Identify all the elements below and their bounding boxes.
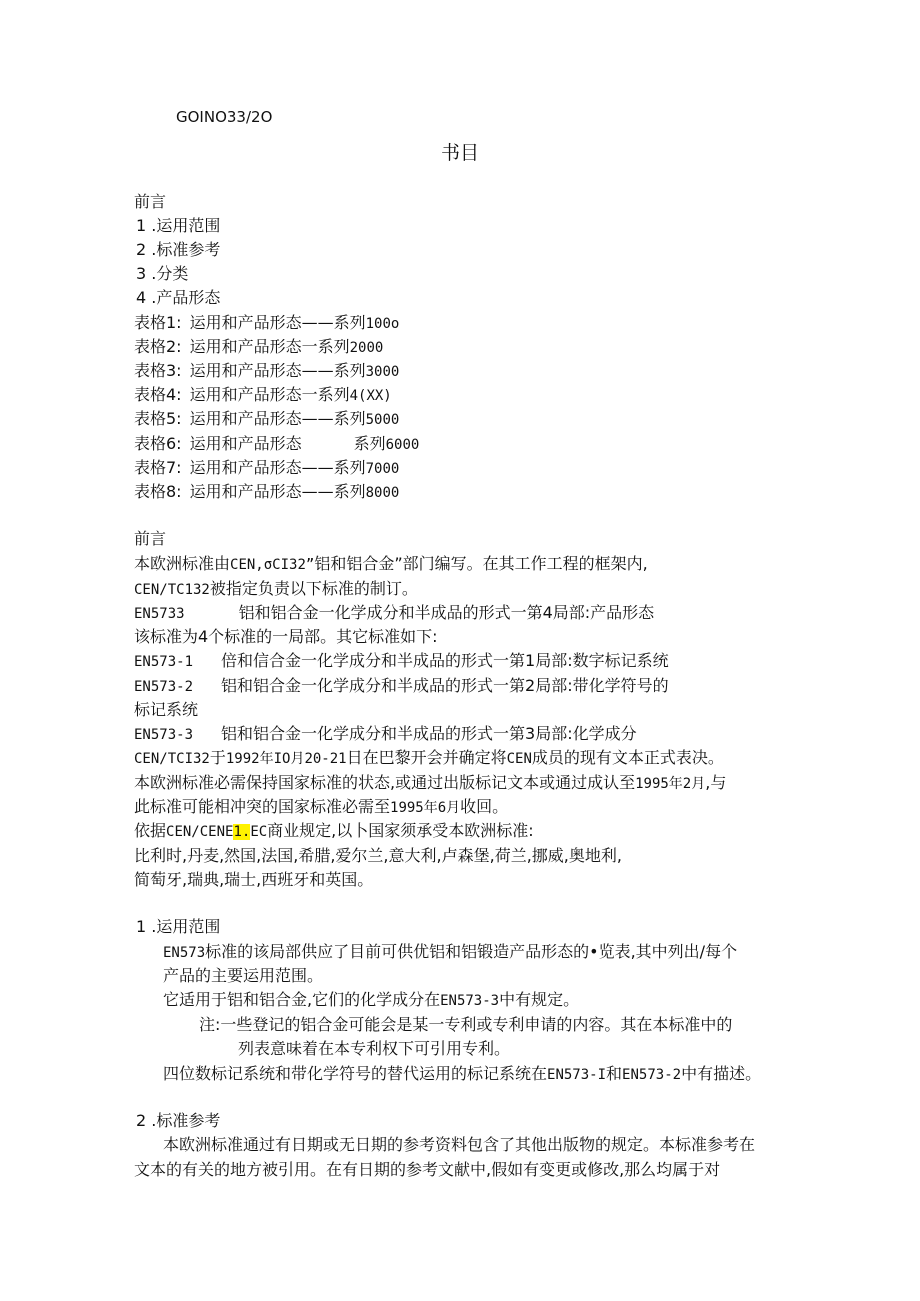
toc-table-entry	[134, 433, 419, 456]
code-run: EN573-3	[440, 993, 500, 1009]
table-series: 4(XX)	[349, 388, 392, 404]
table-name: 运用和产品形态一系列	[189, 337, 350, 356]
foreword-paragraph	[134, 747, 724, 770]
table-label: 表格3:	[134, 361, 182, 380]
standard-title: 铝和铝合金一化学成分和半成品的形式一第2局部:带化学符号的	[221, 676, 669, 695]
table-series: 8000	[365, 485, 400, 501]
text-run: 四位数标记系统和带化学符号的替代运用的标记系统在	[163, 1064, 548, 1083]
code-run: CEN,σCI32”	[230, 557, 315, 573]
standard-code: EN573-3	[134, 727, 194, 743]
foreword-paragraph	[134, 772, 726, 795]
countries-line: 简萄牙,瑞典,瑞士,西班牙和英国。	[134, 870, 374, 889]
text-run: 和	[606, 1064, 623, 1083]
standard-line-continued: 标记系统	[134, 700, 199, 719]
code-run: CEN/CENE	[166, 824, 234, 840]
table-series: 5000	[365, 412, 400, 428]
table-label: 表格8:	[134, 482, 182, 501]
code-run: CEN/TC132	[134, 582, 210, 598]
standard-line	[134, 650, 669, 673]
code-run: EN573-2	[622, 1067, 682, 1083]
table-label: 表格4:	[134, 385, 182, 404]
code-run: EC	[250, 824, 268, 840]
table-name: 运用和产品形态——系列	[189, 313, 366, 332]
toc-table-entry	[134, 481, 399, 504]
text-run: 中有描述。	[681, 1064, 762, 1083]
section-paragraph: 文本的有关的地方被引用。在有日期的参考文献中,假如有变更或修改,那么均属于对	[134, 1160, 721, 1179]
toc-table-entry	[134, 336, 383, 359]
code-run: CEN/TCI32	[134, 751, 210, 767]
text-run: 成员的现有文本正式表决。	[531, 748, 724, 767]
text-run: 被指定负责以下标准的制订。	[209, 579, 418, 598]
foreword-heading: 前言	[134, 529, 167, 548]
code-run: EN573	[163, 945, 206, 961]
standard-line	[134, 723, 637, 746]
table-label: 表格6:	[134, 434, 182, 453]
text-run: 本欧洲标准必需保持国家标准的状态,或通过出版标记文本或通过成认至	[134, 773, 636, 792]
section-heading: 2 .标准参考	[136, 1111, 221, 1130]
table-name: 运用和产品形态——系列	[189, 409, 366, 428]
section-paragraph	[163, 1063, 761, 1086]
table-name: 运用和产品形态一系列	[189, 385, 350, 404]
document-code: GOINO33/2O	[176, 108, 273, 126]
toc-item: 2 .标准参考	[136, 240, 221, 259]
table-label: 表格5:	[134, 409, 182, 428]
standard-title: 铝和铝合金一化学成分和半成品的形式一第4局部:产品形态	[238, 603, 655, 622]
table-label: 表格7:	[134, 458, 182, 477]
text-run: 铝和铝合金”部门编写。在其工作工程的框架内,	[314, 554, 648, 573]
table-label: 表格1:	[134, 313, 182, 332]
date-run: 1995年2月	[635, 776, 706, 792]
text-run: 商业规定,以卜国家须承受本欧洲标准:	[267, 821, 534, 840]
date-run: 1995年6月	[390, 800, 461, 816]
table-name: 运用和产品形态——系列	[189, 361, 366, 380]
section-heading: 1 .运用范围	[136, 917, 221, 936]
standard-title: 铝和铝合金一化学成分和半成品的形式一第3局部:化学成分	[221, 724, 637, 743]
table-series: 2000	[349, 340, 384, 356]
note-line: 列表意味着在本专利权下可引用专利。	[238, 1039, 511, 1058]
section-paragraph	[163, 989, 579, 1012]
text-run: ,与	[705, 773, 727, 792]
table-series: 3000	[365, 364, 400, 380]
text-run: 依据	[134, 821, 167, 840]
text-run: 本欧洲标准由	[134, 554, 231, 573]
highlighted-text: 1.	[233, 824, 251, 840]
toc-table-entry	[134, 360, 399, 383]
table-name: 运用和产品形态	[189, 434, 302, 453]
standard-title: 倍和信合金一化学成分和半成品的形式一第1局部:数字标记系统	[221, 651, 669, 670]
toc-item: 3 .分类	[136, 264, 189, 283]
text-run: 收回。	[460, 797, 509, 816]
standard-code: EN573-1	[134, 654, 194, 670]
text-run: 它适用于铝和铝合金,它们的化学成分在	[163, 990, 441, 1009]
date-run: 1992年IO月20-21	[225, 751, 347, 767]
table-name-suffix: 系列	[353, 434, 386, 453]
section-paragraph	[163, 941, 737, 964]
section-paragraph: 产品的主要运用范围。	[163, 966, 324, 985]
toc-table-entry	[134, 384, 392, 407]
text-run: 于	[209, 748, 226, 767]
table-name: 运用和产品形态——系列	[189, 458, 366, 477]
foreword-paragraph	[134, 553, 648, 576]
standard-code: EN573-2	[134, 679, 194, 695]
note-line: 注:一些登记的铝合金可能会是某一专利或专利申请的内容。其在本标准中的	[199, 1015, 733, 1034]
text-run: 此标准可能相冲突的国家标准必需至	[134, 797, 391, 816]
toc-item: 4 .产品形态	[136, 288, 221, 307]
standard-code: EN5733	[134, 606, 185, 622]
countries-line: 比利时,丹麦,然国,法国,希腊,爱尔兰,意大利,卢森堡,荷兰,挪威,奥地利,	[134, 846, 622, 865]
standard-line	[134, 675, 669, 698]
code-run: EN573-I	[547, 1067, 607, 1083]
code-run: CEN	[506, 751, 532, 767]
foreword-paragraph	[134, 796, 508, 819]
table-series: 6000	[385, 437, 420, 453]
foreword-paragraph	[134, 578, 418, 601]
foreword-paragraph	[134, 820, 534, 843]
toc-heading: 前言	[134, 192, 167, 211]
text-run: 中有规定。	[499, 990, 580, 1009]
toc-item: 1 .运用范围	[136, 216, 221, 235]
table-series: 100o	[365, 316, 400, 332]
foreword-paragraph: 该标准为4个标准的一局部。其它标准如下:	[134, 627, 438, 646]
table-name: 运用和产品形态——系列	[189, 482, 366, 501]
table-series: 7000	[365, 461, 400, 477]
toc-table-entry	[134, 312, 399, 335]
text-run: 日在巴黎开会并确定将	[346, 748, 507, 767]
toc-table-entry	[134, 408, 399, 431]
text-run: 标准的该局部供应了目前可供优铝和铝锻造产品形态的•览表,其中列出/每个	[205, 942, 738, 961]
standard-line	[134, 602, 654, 625]
toc-table-entry	[134, 457, 399, 480]
table-label: 表格2:	[134, 337, 182, 356]
section-paragraph: 本欧洲标准通过有日期或无日期的参考资料包含了其他出版物的规定。本标准参考在	[163, 1135, 756, 1154]
page-title: 书目	[440, 142, 479, 164]
